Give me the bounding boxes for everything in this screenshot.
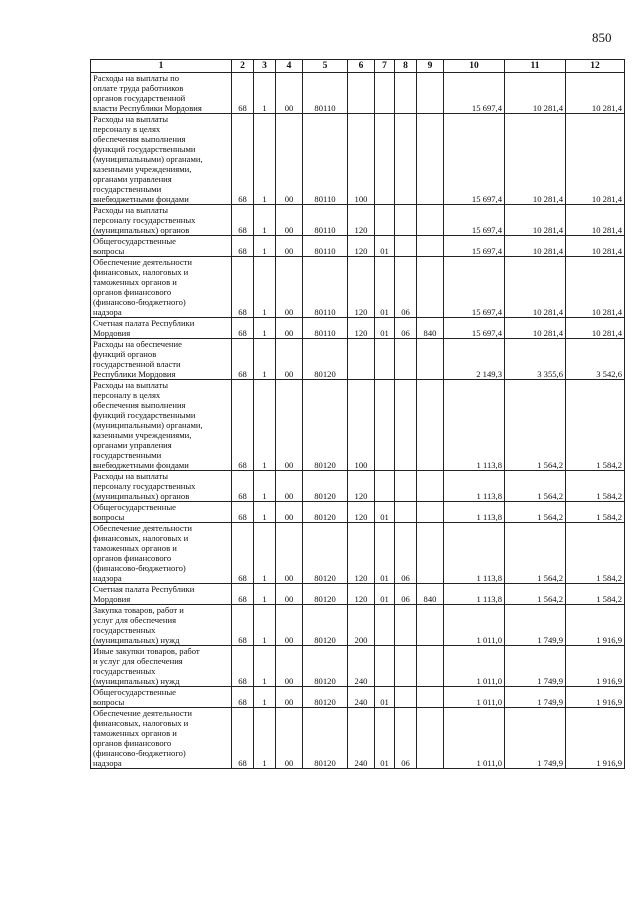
code-cell	[417, 380, 444, 471]
row-name-cell: Обеспечение деятельности финансовых, налоговых и таможенных органов и органов финансового (финансово-бюджетного) надзора	[91, 708, 232, 769]
row-name-cell: Общегосударственные вопросы	[91, 502, 232, 523]
code-cell	[417, 605, 444, 646]
amount-cell: 1 113,8	[444, 380, 505, 471]
code-cell	[395, 502, 417, 523]
column-header: 7	[375, 60, 395, 73]
amount-cell: 1 564,2	[505, 471, 566, 502]
code-cell: 80120	[303, 605, 348, 646]
code-cell: 68	[232, 339, 254, 380]
code-cell: 01	[375, 687, 395, 708]
code-cell: 01	[375, 523, 395, 584]
code-cell	[417, 114, 444, 205]
code-cell: 00	[276, 584, 303, 605]
code-cell: 00	[276, 380, 303, 471]
code-cell: 120	[348, 205, 375, 236]
amount-cell: 10 281,4	[566, 236, 625, 257]
amount-cell: 1 011,0	[444, 708, 505, 769]
amount-cell: 1 564,2	[505, 584, 566, 605]
row-name-cell: Общегосударственные вопросы	[91, 236, 232, 257]
code-cell: 80120	[303, 523, 348, 584]
code-cell: 100	[348, 114, 375, 205]
header-row	[91, 60, 625, 73]
column-header: 4	[276, 60, 303, 73]
code-cell: 200	[348, 605, 375, 646]
code-cell: 68	[232, 380, 254, 471]
code-cell: 80120	[303, 708, 348, 769]
code-cell: 1	[254, 605, 276, 646]
row-name-cell: Расходы на обеспечение функций органов государственной власти Республики Мордовия	[91, 339, 232, 380]
amount-cell: 1 113,8	[444, 523, 505, 584]
code-cell: 120	[348, 318, 375, 339]
amount-cell: 15 697,4	[444, 114, 505, 205]
table-row	[91, 205, 625, 236]
code-cell: 1	[254, 73, 276, 114]
amount-cell: 1 564,2	[505, 502, 566, 523]
amount-cell: 1 584,2	[566, 380, 625, 471]
row-name-cell: Закупка товаров, работ и услуг для обеспечения государственных (муниципальных) нужд	[91, 605, 232, 646]
amount-cell: 2 149,3	[444, 339, 505, 380]
amount-cell: 15 697,4	[444, 257, 505, 318]
amount-cell: 1 584,2	[566, 523, 625, 584]
code-cell	[417, 236, 444, 257]
table-row	[91, 339, 625, 380]
code-cell: 1	[254, 471, 276, 502]
amount-cell: 10 281,4	[505, 236, 566, 257]
code-cell	[375, 471, 395, 502]
row-name-cell: Расходы на выплаты персоналу в целях обеспечения выполнения функций государственными (муниципальными) органами, казенными учреждениями, органами управления государственными внебюджетными фондами	[91, 114, 232, 205]
code-cell: 68	[232, 114, 254, 205]
code-cell: 80110	[303, 114, 348, 205]
table-row	[91, 502, 625, 523]
table-row	[91, 584, 625, 605]
code-cell: 00	[276, 471, 303, 502]
table-row	[91, 318, 625, 339]
code-cell: 01	[375, 584, 395, 605]
code-cell: 00	[276, 236, 303, 257]
code-cell: 06	[395, 584, 417, 605]
code-cell: 68	[232, 646, 254, 687]
code-cell: 68	[232, 257, 254, 318]
amount-cell: 10 281,4	[505, 257, 566, 318]
code-cell: 80110	[303, 257, 348, 318]
amount-cell: 15 697,4	[444, 318, 505, 339]
code-cell: 01	[375, 502, 395, 523]
code-cell: 68	[232, 502, 254, 523]
code-cell	[375, 605, 395, 646]
column-header: 10	[444, 60, 505, 73]
column-header: 1	[91, 60, 232, 73]
amount-cell: 1 011,0	[444, 605, 505, 646]
row-name-cell: Расходы на выплаты персоналу государственных (муниципальных) органов	[91, 205, 232, 236]
amount-cell: 1 916,9	[566, 646, 625, 687]
code-cell: 00	[276, 687, 303, 708]
table-row	[91, 687, 625, 708]
table-row	[91, 114, 625, 205]
code-cell: 1	[254, 523, 276, 584]
amount-cell: 10 281,4	[566, 73, 625, 114]
code-cell	[395, 605, 417, 646]
amount-cell: 1 916,9	[566, 605, 625, 646]
code-cell: 68	[232, 236, 254, 257]
code-cell: 1	[254, 708, 276, 769]
code-cell: 06	[395, 318, 417, 339]
amount-cell: 10 281,4	[505, 205, 566, 236]
code-cell	[395, 380, 417, 471]
amount-cell: 1 584,2	[566, 502, 625, 523]
amount-cell: 1 113,8	[444, 584, 505, 605]
code-cell: 1	[254, 380, 276, 471]
code-cell: 01	[375, 257, 395, 318]
code-cell: 1	[254, 646, 276, 687]
code-cell: 120	[348, 523, 375, 584]
table-row	[91, 380, 625, 471]
code-cell: 1	[254, 236, 276, 257]
row-name-cell: Счетная палата Республики Мордовия	[91, 318, 232, 339]
code-cell: 68	[232, 584, 254, 605]
amount-cell: 10 281,4	[566, 318, 625, 339]
code-cell	[417, 708, 444, 769]
amount-cell: 3 355,6	[505, 339, 566, 380]
amount-cell: 10 281,4	[566, 205, 625, 236]
row-name-cell: Обеспечение деятельности финансовых, налоговых и таможенных органов и органов финансового (финансово-бюджетного) надзора	[91, 523, 232, 584]
code-cell: 120	[348, 584, 375, 605]
code-cell	[417, 257, 444, 318]
amount-cell: 1 916,9	[566, 708, 625, 769]
row-name-cell: Обеспечение деятельности финансовых, налоговых и таможенных органов и органов финансового (финансово-бюджетного) надзора	[91, 257, 232, 318]
code-cell	[395, 687, 417, 708]
code-cell	[348, 339, 375, 380]
amount-cell: 1 749,9	[505, 687, 566, 708]
amount-cell: 1 584,2	[566, 471, 625, 502]
code-cell	[417, 502, 444, 523]
amount-cell: 10 281,4	[566, 114, 625, 205]
code-cell	[417, 687, 444, 708]
code-cell	[348, 73, 375, 114]
amount-cell: 1 564,2	[505, 380, 566, 471]
code-cell: 1	[254, 257, 276, 318]
amount-cell: 10 281,4	[505, 73, 566, 114]
code-cell: 00	[276, 339, 303, 380]
row-name-cell: Общегосударственные вопросы	[91, 687, 232, 708]
code-cell: 1	[254, 339, 276, 380]
code-cell	[375, 73, 395, 114]
code-cell: 80110	[303, 318, 348, 339]
row-name-cell: Иные закупки товаров, работ и услуг для обеспечения государственных (муниципальных) нужд	[91, 646, 232, 687]
code-cell: 00	[276, 257, 303, 318]
code-cell	[375, 646, 395, 687]
table-row	[91, 708, 625, 769]
amount-cell: 1 011,0	[444, 646, 505, 687]
code-cell	[395, 339, 417, 380]
column-header: 9	[417, 60, 444, 73]
code-cell: 68	[232, 318, 254, 339]
code-cell	[375, 205, 395, 236]
code-cell: 00	[276, 205, 303, 236]
code-cell: 80120	[303, 502, 348, 523]
code-cell: 00	[276, 708, 303, 769]
table-row	[91, 236, 625, 257]
code-cell: 840	[417, 584, 444, 605]
column-header: 11	[505, 60, 566, 73]
amount-cell: 1 584,2	[566, 584, 625, 605]
code-cell: 00	[276, 318, 303, 339]
code-cell: 00	[276, 646, 303, 687]
code-cell: 1	[254, 584, 276, 605]
row-name-cell: Счетная палата Республики Мордовия	[91, 584, 232, 605]
code-cell	[395, 471, 417, 502]
code-cell	[395, 73, 417, 114]
code-cell	[417, 339, 444, 380]
amount-cell: 1 749,9	[505, 605, 566, 646]
row-name-cell: Расходы на выплаты персоналу государственных (муниципальных) органов	[91, 471, 232, 502]
amount-cell: 1 113,8	[444, 502, 505, 523]
code-cell: 01	[375, 708, 395, 769]
code-cell: 240	[348, 687, 375, 708]
code-cell: 01	[375, 236, 395, 257]
row-name-cell: Расходы на выплаты персоналу в целях обеспечения выполнения функций государственными (муниципальными) органами, казенными учреждениями, органами управления государственными внебюджетными фондами	[91, 380, 232, 471]
budget-table	[90, 59, 625, 769]
code-cell: 06	[395, 708, 417, 769]
table-row	[91, 605, 625, 646]
code-cell: 68	[232, 523, 254, 584]
code-cell: 120	[348, 502, 375, 523]
table-row	[91, 257, 625, 318]
amount-cell: 1 011,0	[444, 687, 505, 708]
code-cell: 68	[232, 73, 254, 114]
row-name-cell: Расходы на выплаты по оплате труда работников органов государственной власти Республики Мордовия	[91, 73, 232, 114]
code-cell: 68	[232, 708, 254, 769]
code-cell: 120	[348, 471, 375, 502]
code-cell	[417, 646, 444, 687]
amount-cell: 1 113,8	[444, 471, 505, 502]
code-cell	[417, 523, 444, 584]
code-cell	[375, 114, 395, 205]
code-cell: 100	[348, 380, 375, 471]
column-header: 12	[566, 60, 625, 73]
code-cell: 120	[348, 236, 375, 257]
code-cell	[375, 380, 395, 471]
code-cell: 80120	[303, 471, 348, 502]
code-cell	[375, 339, 395, 380]
table-row	[91, 646, 625, 687]
amount-cell: 10 281,4	[566, 257, 625, 318]
code-cell: 68	[232, 205, 254, 236]
code-cell: 00	[276, 73, 303, 114]
code-cell: 06	[395, 257, 417, 318]
code-cell: 00	[276, 114, 303, 205]
code-cell: 00	[276, 502, 303, 523]
code-cell: 00	[276, 523, 303, 584]
code-cell: 120	[348, 257, 375, 318]
code-cell: 1	[254, 114, 276, 205]
page-number: 850	[592, 30, 612, 45]
code-cell: 240	[348, 708, 375, 769]
code-cell: 80120	[303, 646, 348, 687]
amount-cell: 3 542,6	[566, 339, 625, 380]
code-cell: 240	[348, 646, 375, 687]
amount-cell: 1 749,9	[505, 646, 566, 687]
amount-cell: 10 281,4	[505, 114, 566, 205]
code-cell: 80120	[303, 380, 348, 471]
code-cell: 840	[417, 318, 444, 339]
table-row	[91, 73, 625, 114]
amount-cell: 15 697,4	[444, 205, 505, 236]
code-cell: 68	[232, 605, 254, 646]
code-cell: 80120	[303, 584, 348, 605]
code-cell: 1	[254, 318, 276, 339]
table-row	[91, 523, 625, 584]
code-cell: 01	[375, 318, 395, 339]
column-header: 2	[232, 60, 254, 73]
table-row	[91, 471, 625, 502]
amount-cell: 1 916,9	[566, 687, 625, 708]
code-cell: 1	[254, 687, 276, 708]
code-cell	[417, 471, 444, 502]
amount-cell: 1 749,9	[505, 708, 566, 769]
column-header: 3	[254, 60, 276, 73]
code-cell	[417, 73, 444, 114]
code-cell	[395, 114, 417, 205]
code-cell: 80120	[303, 687, 348, 708]
column-header: 5	[303, 60, 348, 73]
amount-cell: 1 564,2	[505, 523, 566, 584]
amount-cell: 15 697,4	[444, 236, 505, 257]
code-cell	[395, 205, 417, 236]
amount-cell: 15 697,4	[444, 73, 505, 114]
code-cell: 68	[232, 471, 254, 502]
amount-cell: 10 281,4	[505, 318, 566, 339]
code-cell: 68	[232, 687, 254, 708]
code-cell: 1	[254, 502, 276, 523]
code-cell: 80120	[303, 339, 348, 380]
code-cell	[417, 205, 444, 236]
column-header: 6	[348, 60, 375, 73]
code-cell	[395, 236, 417, 257]
code-cell: 00	[276, 605, 303, 646]
code-cell: 80110	[303, 205, 348, 236]
code-cell: 1	[254, 205, 276, 236]
code-cell	[395, 646, 417, 687]
code-cell: 80110	[303, 73, 348, 114]
column-header: 8	[395, 60, 417, 73]
code-cell: 06	[395, 523, 417, 584]
code-cell: 80110	[303, 236, 348, 257]
